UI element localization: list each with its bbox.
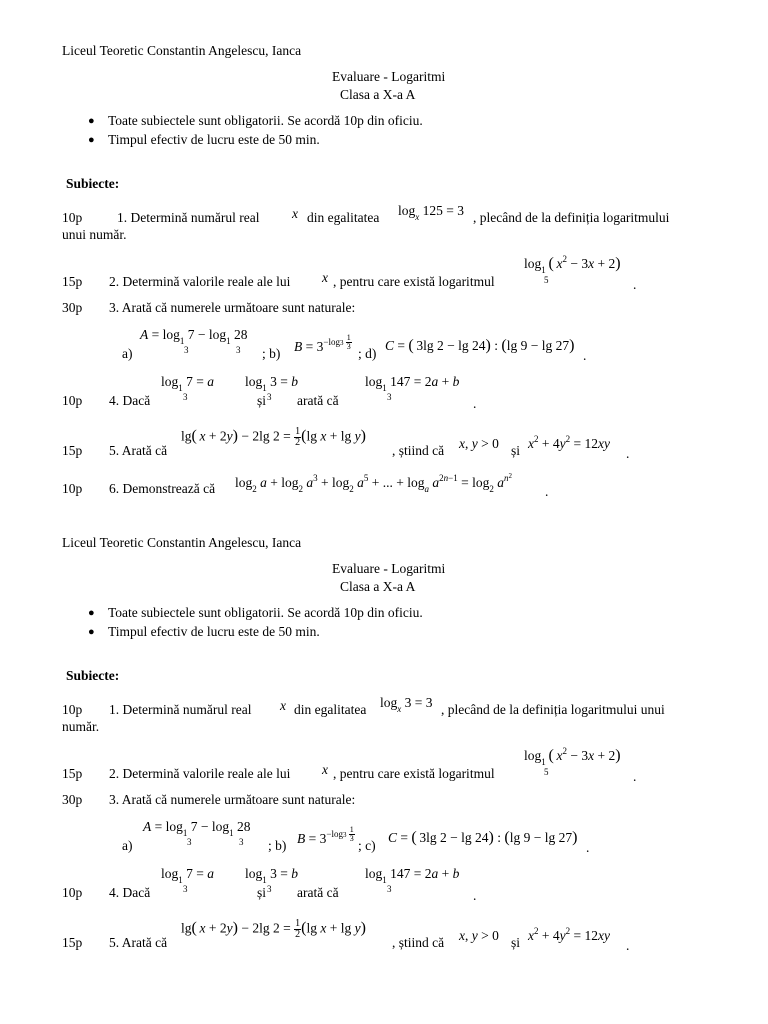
q4-and: și bbox=[257, 393, 267, 408]
q3-label-c: ; c) bbox=[358, 838, 376, 853]
q1-wrap: număr. bbox=[62, 719, 100, 734]
q4-given-1: $\log_1 7 = a$ bbox=[161, 866, 215, 885]
q4-given-1: $\log_1 7 = a$ bbox=[161, 374, 215, 393]
q3-expr-a: $A = \log_1 7 - \log_1 28$ bbox=[143, 819, 251, 838]
exam-title: Evaluare - Logaritmi bbox=[332, 69, 446, 84]
q1-mid: din egalitatea bbox=[307, 210, 380, 225]
q2-points: 15p bbox=[62, 274, 83, 289]
q5-condition-2: $x^2 + 4y^2 = 12xy$ bbox=[528, 434, 610, 451]
q6-equation: $\log_2 a + \log_2 a^3 + \log_2 a^5$ + ... + $\log_a a^{2n-1} = \log_2 a^{n^2}$ bbox=[235, 472, 512, 494]
q3-expr-a: $A = \log_1 7 - \log_1 28$ bbox=[140, 327, 248, 346]
rule-2: Timpul efectiv de lucru este de 50 min. bbox=[108, 132, 320, 147]
q6-text: 6. Demonstrează că bbox=[109, 481, 216, 496]
rule-2: Timpul efectiv de lucru este de 50 min. bbox=[108, 624, 320, 639]
class-name: Clasa a X-a A bbox=[340, 87, 416, 102]
class-name: Clasa a X-a A bbox=[340, 579, 416, 594]
q4-text: 4. Dacă bbox=[109, 393, 151, 408]
q3-label-a: a) bbox=[122, 838, 133, 853]
q1-var: x bbox=[280, 698, 286, 713]
q3-label-b: ; b) bbox=[268, 838, 287, 853]
q3-label-c: ; d) bbox=[358, 346, 377, 361]
q5-knowing: , știind că bbox=[392, 935, 445, 950]
school-name: Liceul Teoretic Constantin Angelescu, Ianca bbox=[62, 43, 302, 58]
q4-goal: $\log_1 147 = 2a + b$ bbox=[365, 866, 460, 885]
q4-and: și bbox=[257, 885, 267, 900]
q1-points: 10p bbox=[62, 702, 83, 717]
q3-expr-c: C = ( 3lg 2 − lg 24) : (lg 9 − lg 27) bbox=[385, 337, 575, 354]
q4-given-2: $\log_1 3 = b$ bbox=[245, 374, 299, 393]
q4-given-2: $\log_1 3 = b$ bbox=[245, 866, 299, 885]
q3-points: 30p bbox=[62, 300, 83, 315]
q1-wrap: unui număr. bbox=[62, 227, 127, 242]
bullet-icon: ● bbox=[88, 115, 95, 127]
q1-after: , plecând de la definiția logaritmului bbox=[473, 210, 670, 225]
q4-then: arată că bbox=[297, 393, 339, 408]
q2-var: x bbox=[322, 270, 328, 285]
q1-mid: din egalitatea bbox=[294, 702, 367, 717]
q2-points: 15p bbox=[62, 766, 83, 781]
bullet-icon: ● bbox=[88, 626, 95, 638]
q1-text: 1. Determină numărul real bbox=[117, 210, 260, 225]
bullet-icon: ● bbox=[88, 607, 95, 619]
q5-text: 5. Arată că bbox=[109, 935, 168, 950]
q5-condition-1: x, y > 0 bbox=[459, 928, 499, 943]
q2-text: 2. Determină valorile reale ale lui bbox=[109, 766, 291, 781]
q4-points: 10p bbox=[62, 393, 83, 408]
subjects-heading: Subiecte: bbox=[66, 668, 120, 683]
q1-var: x bbox=[292, 206, 298, 221]
q2-equation: $\log_1$ ( $x^2 - 3x + 2$) bbox=[524, 746, 621, 767]
q4-points: 10p bbox=[62, 885, 83, 900]
subjects-heading: Subiecte: bbox=[66, 176, 120, 191]
q2-after: , pentru care există logaritmul bbox=[333, 766, 495, 781]
q3-points: 30p bbox=[62, 792, 83, 807]
q3-expr-b: $B = 3^{-log3 \frac{1}{3}}$ bbox=[294, 333, 351, 354]
q4-goal: $\log_1 147 = 2a + b$ bbox=[365, 374, 460, 393]
q2-var: x bbox=[322, 762, 328, 777]
q5-condition-2: $x^2 + 4y^2 = 12xy$ bbox=[528, 926, 610, 943]
q5-text: 5. Arată că bbox=[109, 443, 168, 458]
school-name: Liceul Teoretic Constantin Angelescu, Ianca bbox=[62, 535, 302, 550]
q3-text: 3. Arată că numerele următoare sunt naturale: bbox=[109, 300, 356, 315]
q1-points: 10p bbox=[62, 210, 83, 225]
q5-points: 15p bbox=[62, 935, 83, 950]
exam-title: Evaluare - Logaritmi bbox=[332, 561, 446, 576]
q2-text: 2. Determină valorile reale ale lui bbox=[109, 274, 291, 289]
q5-equation: lg( x + 2y) − 2lg 2 = $\frac{1}{2}$ (lg x + lg y) bbox=[181, 426, 366, 448]
q3-label-b: ; b) bbox=[262, 346, 281, 361]
q3-text: 3. Arată că numerele următoare sunt naturale: bbox=[109, 792, 356, 807]
q1-text: 1. Determină numărul real bbox=[109, 702, 252, 717]
rule-1: Toate subiectele sunt obligatorii. Se acordă 10p din oficiu. bbox=[108, 605, 423, 620]
q5-condition-1: x, y > 0 bbox=[459, 436, 499, 451]
q5-knowing: , știind că bbox=[392, 443, 445, 458]
q5-and: și bbox=[511, 443, 521, 458]
rule-1: Toate subiectele sunt obligatorii. Se acordă 10p din oficiu. bbox=[108, 113, 423, 128]
q1-equation: $\log_x 3 = 3$ bbox=[380, 695, 433, 714]
q5-points: 15p bbox=[62, 443, 83, 458]
q2-after: , pentru care există logaritmul bbox=[333, 274, 495, 289]
bullet-icon: ● bbox=[88, 134, 95, 146]
q3-label-a: a) bbox=[122, 346, 133, 361]
q6-points: 10p bbox=[62, 481, 83, 496]
q5-and: și bbox=[511, 935, 521, 950]
q5-equation: lg( x + 2y) − 2lg 2 = $\frac{1}{2}$ (lg x + lg y) bbox=[181, 918, 366, 940]
q2-equation: $\log_1$ ( $x^2 - 3x + 2$) bbox=[524, 254, 621, 275]
q1-after: , plecând de la definiția logaritmului unui bbox=[441, 702, 665, 717]
q3-expr-c: C = ( 3lg 2 − lg 24) : (lg 9 − lg 27) bbox=[388, 829, 578, 846]
q4-text: 4. Dacă bbox=[109, 885, 151, 900]
q1-equation: $\log_x 125 = 3$ bbox=[398, 203, 465, 222]
q3-expr-b: $B = 3^{-log3 \frac{1}{3}}$ bbox=[297, 825, 354, 846]
q4-then: arată că bbox=[297, 885, 339, 900]
